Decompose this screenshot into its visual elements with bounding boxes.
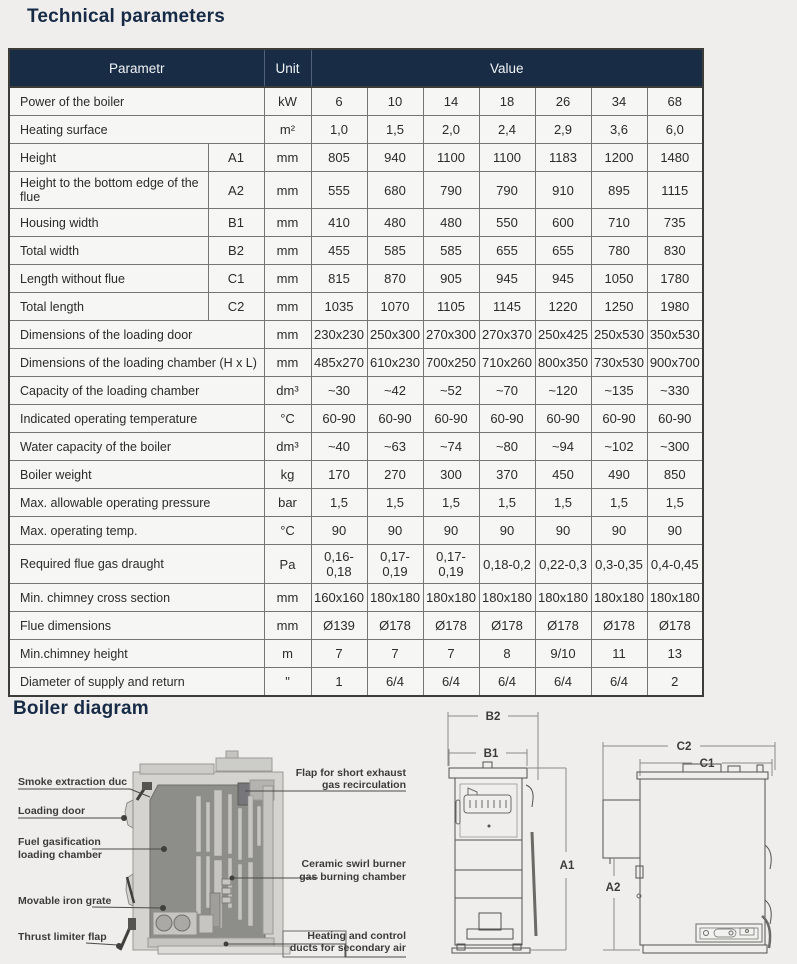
label-fuel-chamber-2: loading chamber [18, 849, 103, 861]
param-value: 1115 [647, 172, 703, 209]
param-value: 270x300 [423, 321, 479, 349]
param-value: ~94 [535, 433, 591, 461]
dimension-a2 [603, 858, 640, 950]
param-value: ~120 [535, 377, 591, 405]
param-unit: dm³ [264, 433, 311, 461]
dim-label-c1: C1 [699, 758, 715, 770]
param-value: 0,22-0,3 [535, 545, 591, 584]
param-value: 10 [367, 87, 423, 116]
brand-plate [464, 788, 511, 813]
param-value: 60-90 [535, 405, 591, 433]
label-secondary-air-2: ducts for secondary air [289, 942, 406, 954]
param-value: 585 [423, 237, 479, 265]
param-unit: mm [264, 349, 311, 377]
param-value: 1,5 [479, 489, 535, 517]
front-top-hook [526, 785, 533, 807]
param-value: 9/10 [535, 640, 591, 668]
param-value: 1780 [647, 265, 703, 293]
smoke-flap [142, 782, 152, 790]
param-value: 180x180 [423, 584, 479, 612]
param-value: 1480 [647, 144, 703, 172]
table-row [9, 405, 703, 433]
param-value: 11 [591, 640, 647, 668]
param-value: 480 [423, 209, 479, 237]
param-unit: mm [264, 321, 311, 349]
param-code: B2 [208, 237, 264, 265]
param-value: 270 [367, 461, 423, 489]
side-hinge-upper [765, 845, 771, 869]
param-value: 2,9 [535, 116, 591, 144]
param-value: 1050 [591, 265, 647, 293]
param-value: 300 [423, 461, 479, 489]
param-name: Housing width [9, 209, 208, 237]
front-door-knob [488, 825, 491, 828]
param-value: 2 [647, 668, 703, 697]
param-value: 490 [591, 461, 647, 489]
param-value: 1100 [479, 144, 535, 172]
param-value: 555 [311, 172, 367, 209]
param-value: 610x230 [367, 349, 423, 377]
param-value: 90 [647, 517, 703, 545]
param-value: Ø178 [479, 612, 535, 640]
param-value: ~52 [423, 377, 479, 405]
technical-parameters-table [8, 48, 704, 697]
param-unit: mm [264, 237, 311, 265]
cross-section-top-plate-left [140, 764, 214, 774]
callout-dot-fuel-chamber [161, 846, 167, 852]
param-value: 655 [479, 237, 535, 265]
param-name: Height to the bottom edge of the flue [9, 172, 208, 209]
param-value: 60-90 [367, 405, 423, 433]
boiler-front-view [448, 711, 575, 953]
header-unit: Unit [264, 49, 311, 87]
param-name: Required flue gas draught [9, 545, 264, 584]
param-value: 0,17-0,19 [423, 545, 479, 584]
param-value: 700x250 [423, 349, 479, 377]
param-name: Height [9, 144, 208, 172]
param-value: 450 [535, 461, 591, 489]
param-unit: mm [264, 584, 311, 612]
param-value: 180x180 [591, 584, 647, 612]
param-code: A1 [208, 144, 264, 172]
callout-dot-grate [160, 905, 166, 911]
front-top-stub [483, 762, 492, 768]
front-top-plate [449, 768, 527, 778]
param-value: ~40 [311, 433, 367, 461]
param-value: ~63 [367, 433, 423, 461]
table-row [9, 293, 703, 321]
param-unit: " [264, 668, 311, 697]
param-value: 710x260 [479, 349, 535, 377]
param-value: 7 [423, 640, 479, 668]
label-smoke-extraction: Smoke extraction duc [18, 776, 128, 788]
param-value: Ø178 [423, 612, 479, 640]
param-value: 655 [535, 237, 591, 265]
param-value: 905 [423, 265, 479, 293]
param-value: 895 [591, 172, 647, 209]
param-value: 1,5 [591, 489, 647, 517]
param-unit: dm³ [264, 377, 311, 405]
param-value: 870 [367, 265, 423, 293]
boiler-cross-section [116, 751, 346, 957]
param-value: 1220 [535, 293, 591, 321]
table-row [9, 668, 703, 697]
table-row [9, 144, 703, 172]
param-value: 1250 [591, 293, 647, 321]
param-value: 8 [479, 640, 535, 668]
callout-dot-ceramic [230, 876, 235, 881]
side-top-plate [637, 772, 768, 779]
param-name: Min.chimney height [9, 640, 264, 668]
callout-line-thrust [86, 943, 118, 945]
param-value: 1,5 [423, 489, 479, 517]
param-value: ~74 [423, 433, 479, 461]
cross-section-top-plate-right [216, 758, 272, 771]
param-value: 250x300 [367, 321, 423, 349]
param-value: 90 [591, 517, 647, 545]
param-value: Ø139 [311, 612, 367, 640]
table-row [9, 209, 703, 237]
param-value: 1,5 [535, 489, 591, 517]
param-value: 550 [479, 209, 535, 237]
param-unit: bar [264, 489, 311, 517]
param-name: Indicated operating temperature [9, 405, 264, 433]
param-value: 1100 [423, 144, 479, 172]
page-title-technical-parameters: Technical parameters [27, 6, 225, 27]
param-value: 805 [311, 144, 367, 172]
param-unit: m² [264, 116, 311, 144]
front-side-lever [532, 832, 536, 936]
param-value: 1070 [367, 293, 423, 321]
param-code: B1 [208, 209, 264, 237]
param-value: 26 [535, 87, 591, 116]
header-value: Value [311, 49, 703, 87]
param-value: 1,5 [311, 489, 367, 517]
thrust-flap-pivot [116, 943, 122, 949]
param-value: 585 [367, 237, 423, 265]
table-row [9, 237, 703, 265]
table-row [9, 612, 703, 640]
table-row [9, 461, 703, 489]
param-value: 230x230 [311, 321, 367, 349]
param-value: 0,4-0,45 [647, 545, 703, 584]
table-row [9, 640, 703, 668]
side-body [640, 779, 765, 945]
param-value: 0,17-0,19 [367, 545, 423, 584]
table-row [9, 433, 703, 461]
param-value: 60-90 [423, 405, 479, 433]
param-value: 0,18-0,2 [479, 545, 535, 584]
param-unit: mm [264, 144, 311, 172]
param-value: 735 [647, 209, 703, 237]
side-base [643, 945, 767, 953]
param-value: 350x530 [647, 321, 703, 349]
param-value: 3,6 [591, 116, 647, 144]
param-value: Ø178 [591, 612, 647, 640]
param-value: 1105 [423, 293, 479, 321]
param-value: 34 [591, 87, 647, 116]
param-value: 14 [423, 87, 479, 116]
param-value: 6,0 [647, 116, 703, 144]
table-row [9, 545, 703, 584]
param-value: 790 [479, 172, 535, 209]
param-value: ~300 [647, 433, 703, 461]
param-value: ~30 [311, 377, 367, 405]
param-code: C2 [208, 293, 264, 321]
param-value: 1035 [311, 293, 367, 321]
param-value: 790 [423, 172, 479, 209]
param-value: 455 [311, 237, 367, 265]
param-value: 68 [647, 87, 703, 116]
param-value: 910 [535, 172, 591, 209]
param-value: 6/4 [367, 668, 423, 697]
ash-channel [199, 915, 213, 933]
param-unit: °C [264, 405, 311, 433]
table-row [9, 87, 703, 116]
param-value: 1,5 [367, 489, 423, 517]
param-value: 160x160 [311, 584, 367, 612]
param-value: 0,16-0,18 [311, 545, 367, 584]
param-value: 6/4 [591, 668, 647, 697]
param-name: Total length [9, 293, 208, 321]
ash-pedestal-column [479, 913, 501, 930]
param-value: 370 [479, 461, 535, 489]
param-name: Power of the boiler [9, 87, 264, 116]
param-value: 6 [311, 87, 367, 116]
param-value: 6/4 [479, 668, 535, 697]
param-value: 480 [367, 209, 423, 237]
param-value: 945 [479, 265, 535, 293]
param-name: Heating surface [9, 116, 264, 144]
param-value: 13 [647, 640, 703, 668]
param-value: Ø178 [647, 612, 703, 640]
param-value: 90 [311, 517, 367, 545]
param-value: 780 [591, 237, 647, 265]
param-value: 2,4 [479, 116, 535, 144]
param-value: 180x180 [479, 584, 535, 612]
param-value: 1183 [535, 144, 591, 172]
param-value: 410 [311, 209, 367, 237]
param-value: Ø178 [535, 612, 591, 640]
param-name: Diameter of supply and return [9, 668, 264, 697]
param-value: ~102 [591, 433, 647, 461]
param-value: 90 [479, 517, 535, 545]
param-value: ~42 [367, 377, 423, 405]
param-unit: mm [264, 209, 311, 237]
table-row [9, 321, 703, 349]
table-row [9, 517, 703, 545]
param-unit: kg [264, 461, 311, 489]
param-value: 6/4 [423, 668, 479, 697]
param-value: 1145 [479, 293, 535, 321]
param-value: 945 [535, 265, 591, 293]
label-loading-door: Loading door [18, 805, 86, 817]
grate-roller [156, 915, 172, 931]
param-name: Total width [9, 237, 208, 265]
dim-label-a2: A2 [605, 882, 621, 894]
label-secondary-air-1: Heating and control [307, 930, 406, 942]
param-value: 710 [591, 209, 647, 237]
param-value: 1,0 [311, 116, 367, 144]
cross-section-base-plate [158, 946, 290, 954]
param-value: 6/4 [535, 668, 591, 697]
param-unit: mm [264, 293, 311, 321]
param-value: 90 [423, 517, 479, 545]
param-value: ~135 [591, 377, 647, 405]
callout-dot-secondary-air [224, 942, 229, 947]
table-header-row [9, 49, 703, 87]
table-row [9, 584, 703, 612]
param-value: 60-90 [647, 405, 703, 433]
param-value: 0,3-0,35 [591, 545, 647, 584]
param-name: Length without flue [9, 265, 208, 293]
param-value: 180x180 [647, 584, 703, 612]
param-value: 830 [647, 237, 703, 265]
grate-roller [174, 915, 190, 931]
param-value: 680 [367, 172, 423, 209]
param-value: ~330 [647, 377, 703, 405]
side-thrust-lever [762, 916, 770, 948]
param-name: Flue dimensions [9, 612, 264, 640]
param-value: 7 [311, 640, 367, 668]
table-row [9, 377, 703, 405]
param-value: 940 [367, 144, 423, 172]
param-name: Max. operating temp. [9, 517, 264, 545]
side-top-stub [728, 766, 740, 772]
param-value: 90 [535, 517, 591, 545]
table-row [9, 116, 703, 144]
label-ceramic-2: gas burning chamber [299, 871, 406, 883]
table-row [9, 489, 703, 517]
side-top-stub-small [757, 765, 763, 772]
param-value: 850 [647, 461, 703, 489]
param-unit: mm [264, 612, 311, 640]
param-value: 1,5 [647, 489, 703, 517]
param-unit: mm [264, 172, 311, 209]
param-value: 60-90 [311, 405, 367, 433]
param-value: 60-90 [479, 405, 535, 433]
param-value: 250x425 [535, 321, 591, 349]
param-value: 170 [311, 461, 367, 489]
flue-outlet-box [603, 800, 640, 858]
param-value: 2,0 [423, 116, 479, 144]
param-code: A2 [208, 172, 264, 209]
param-value: 90 [367, 517, 423, 545]
label-flap-2: gas recirculation [321, 779, 406, 791]
side-nameplate [696, 924, 762, 942]
param-value: 250x530 [591, 321, 647, 349]
param-value: 7 [367, 640, 423, 668]
dim-label-a1: A1 [559, 860, 575, 872]
dim-label-b2: B2 [485, 711, 501, 723]
param-value: ~80 [479, 433, 535, 461]
param-name: Capacity of the loading chamber [9, 377, 264, 405]
thrust-flap-bracket [128, 918, 136, 930]
table-row [9, 265, 703, 293]
param-value: 730x530 [591, 349, 647, 377]
param-value: 60-90 [591, 405, 647, 433]
param-value: Ø178 [367, 612, 423, 640]
param-code: C1 [208, 265, 264, 293]
param-value: 485x270 [311, 349, 367, 377]
param-unit: mm [264, 265, 311, 293]
param-value: 18 [479, 87, 535, 116]
param-value: 180x180 [367, 584, 423, 612]
label-movable-grate: Movable iron grate [18, 895, 112, 907]
param-name: Dimensions of the loading door [9, 321, 264, 349]
param-unit: Pa [264, 545, 311, 584]
dim-label-c2: C2 [676, 741, 692, 753]
cross-section-right-wall [263, 786, 273, 934]
loading-door-bump [125, 800, 133, 828]
param-unit: °C [264, 517, 311, 545]
dim-label-b1: B1 [483, 748, 499, 760]
callout-line-smoke [18, 789, 150, 797]
param-name: Dimensions of the loading chamber (H x L) [9, 349, 264, 377]
param-value: 815 [311, 265, 367, 293]
param-unit: m [264, 640, 311, 668]
param-value: ~70 [479, 377, 535, 405]
param-value: 270x370 [479, 321, 535, 349]
param-value: 1,5 [367, 116, 423, 144]
param-value: 1200 [591, 144, 647, 172]
param-name: Water capacity of the boiler [9, 433, 264, 461]
label-flap-1: Flap for short exhaust [295, 767, 406, 779]
param-value: 1 [311, 668, 367, 697]
table-row [9, 349, 703, 377]
param-value: 180x180 [535, 584, 591, 612]
page-title-boiler-diagram: Boiler diagram [13, 698, 149, 719]
table-row [9, 172, 703, 209]
param-value: 600 [535, 209, 591, 237]
param-name: Min. chimney cross section [9, 584, 264, 612]
param-value: 900x700 [647, 349, 703, 377]
label-ceramic-1: Ceramic swirl burner [301, 858, 406, 870]
boiler-diagram-graphic [0, 706, 797, 964]
param-value: 1980 [647, 293, 703, 321]
param-name: Boiler weight [9, 461, 264, 489]
front-door [460, 784, 517, 837]
param-value: 800x350 [535, 349, 591, 377]
boiler-side-view [603, 741, 775, 953]
cross-section-top-stub [226, 751, 238, 758]
param-name: Max. allowable operating pressure [9, 489, 264, 517]
label-thrust-flap: Thrust limiter flap [18, 931, 107, 943]
header-parametr: Parametr [9, 49, 264, 87]
front-door-handle [456, 800, 460, 824]
param-unit: kW [264, 87, 311, 116]
label-fuel-chamber-1: Fuel gasification [18, 836, 101, 848]
